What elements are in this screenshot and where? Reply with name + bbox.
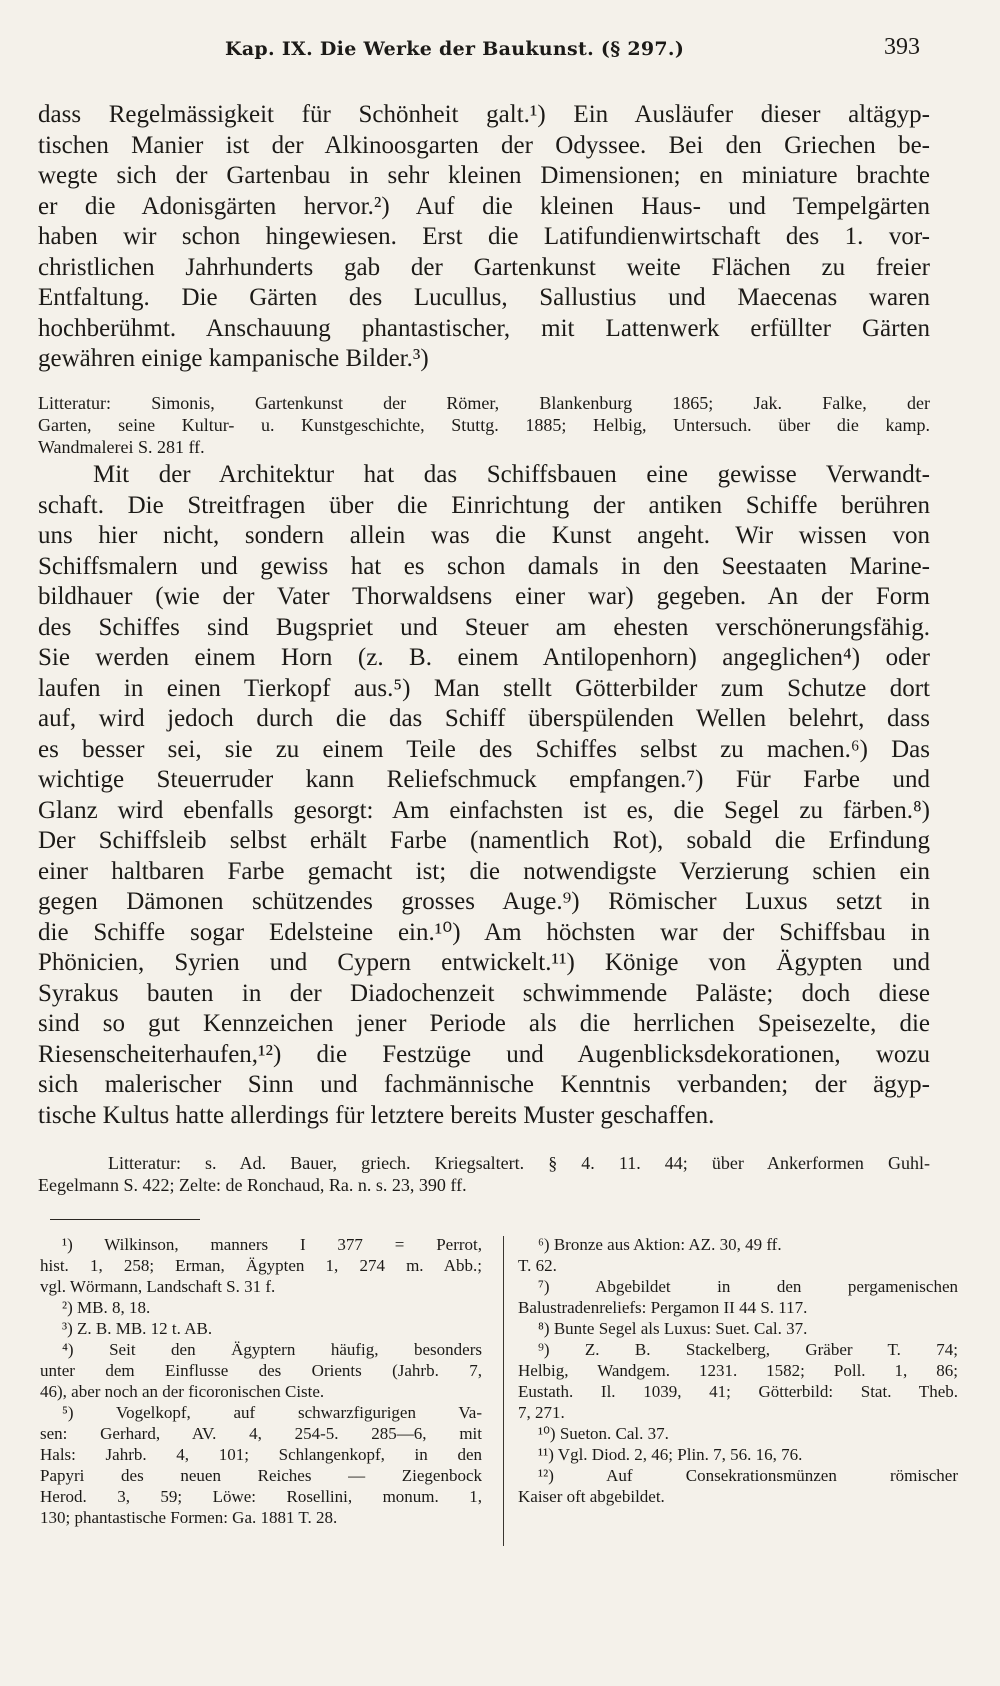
- text-line: die Schiffe sogar Edelsteine ein.¹⁰) Am höchsten war der Schiffsbau in: [38, 918, 930, 946]
- text-line: bildhauer (wie der Vater Thorwaldsens einer war) gegeben. An der Form: [38, 583, 930, 610]
- text-line: Schiffsmalern und gewiss hat es schon damals in den Seestaaten Marine-: [38, 552, 930, 580]
- footnote-line: Hals: Jahrb. 4, 101; Schlangenkopf, in den: [40, 1445, 482, 1464]
- text-line: auf, wird jedoch durch die das Schiff überspülenden Wellen belehrt, dass: [38, 705, 930, 732]
- footnote-line: unter dem Einflusse des Orients (Jahrb. 7,: [40, 1361, 482, 1380]
- text-line: Sie werden einem Horn (z. B. einem Antilopenhorn) angeglichen⁴) oder: [38, 644, 930, 671]
- literature-shipbuilding: [38, 1152, 930, 1196]
- paragraph-gardens: [38, 100, 930, 375]
- text-line: Glanz wird ebenfalls gesorgt: Am einfachsten ist es, die Segel zu färben.⁸): [38, 796, 930, 824]
- footnote-line: ⁵) Vogelkopf, auf schwarzfigurigen Va-: [62, 1403, 482, 1422]
- text-line: Der Schiffsleib selbst erhält Farbe (namentlich Rot), sobald die Erfindung: [38, 827, 930, 854]
- text-line: gewähren einige kampanische Bilder.³): [38, 345, 429, 372]
- footnote-line: Helbig, Wandgem. 1231. 1582; Poll. 1, 86;: [518, 1361, 958, 1380]
- text-line: haben wir schon hingewiesen. Erst die Latifundienwirtschaft des 1. vor-: [38, 223, 930, 250]
- text-line: Mit der Architektur hat das Schiffsbauen eine gewisse Verwandt-: [93, 461, 930, 488]
- text-line: es besser sei, sie zu einem Teile des Schiffes selbst zu machen.⁶) Das: [38, 735, 930, 763]
- text-line: wegte sich der Gartenbau in sehr kleinen Dimensionen; en miniature brachte: [38, 162, 930, 189]
- page-number: 393: [884, 34, 920, 60]
- running-title: Kap. IX. Die Werke der Baukunst. (§ 297.): [225, 38, 685, 60]
- footnote-line: ¹) Wilkinson, manners I 377 = Perrot,: [62, 1235, 482, 1254]
- literature-line: Litteratur: Simonis, Gartenkunst der Römer, Blankenburg 1865; Jak. Falke, der: [38, 393, 930, 413]
- text-line: tische Kultus hatte allerdings für letztere bereits Muster geschaffen.: [38, 1101, 715, 1129]
- footnotes-right-column: [518, 1234, 958, 1507]
- footnote-line: Kaiser oft abgebildet.: [518, 1487, 665, 1506]
- footnote-line: vgl. Wörmann, Landschaft S. 31 f.: [40, 1277, 276, 1296]
- literature-line: Wandmalerei S. 281 ff.: [38, 437, 205, 457]
- footnote-line: ⁹) Z. B. Stackelberg, Gräber T. 74;: [538, 1340, 958, 1359]
- footnote-line: ¹⁰) Sueton. Cal. 37.: [538, 1424, 669, 1443]
- footnote-line: Balustradenreliefs: Pergamon II 44 S. 117.: [518, 1298, 808, 1317]
- footnotes-left-column: [40, 1234, 482, 1528]
- footnote-line: Eustath. Il. 1039, 41; Götterbild: Stat. Theb.: [518, 1382, 958, 1401]
- text-line: dass Regelmässigkeit für Schönheit galt.¹) Ein Ausläufer dieser altägyp-: [38, 101, 930, 128]
- literature-gardens: [38, 392, 930, 458]
- footnote-line: 130; phantastische Formen: Ga. 1881 T. 28.: [40, 1508, 338, 1527]
- text-line: Syrakus bauten in der Diadochenzeit schwimmende Paläste; doch diese: [38, 979, 930, 1007]
- footnote-line: ¹²) Auf Consekrationsmünzen römischer: [538, 1466, 958, 1485]
- text-line: tischen Manier ist der Alkinoosgarten der Odyssee. Bei den Griechen be-: [38, 131, 930, 159]
- paragraph-shipbuilding: [38, 460, 930, 1131]
- text-line: einer haltbaren Farbe gemacht ist; die notwendigste Verzierung schien ein: [38, 857, 930, 885]
- footnote-rule: [50, 1219, 200, 1220]
- page-header: [40, 34, 930, 74]
- footnote-line: ⁸) Bunte Segel als Luxus: Suet. Cal. 37.: [538, 1319, 808, 1338]
- footnote-line: ¹¹) Vgl. Diod. 2, 46; Plin. 7, 56. 16, 76.: [538, 1445, 803, 1464]
- text-line: schaft. Die Streitfragen über die Einrichtung der antiken Schiffe berühren: [38, 491, 930, 519]
- footnote-line: ²) MB. 8, 18.: [62, 1298, 151, 1317]
- footnote-line: ³) Z. B. MB. 12 t. AB.: [62, 1319, 213, 1338]
- text-line: sich malerischer Sinn und fachmännische Kenntnis verbanden; der ägyp-: [38, 1071, 930, 1098]
- footnote-column-divider: [503, 1236, 504, 1546]
- footnote-line: Papyri des neuen Reiches — Ziegenbock: [40, 1466, 482, 1485]
- footnote-line: sen: Gerhard, AV. 4, 254-5. 285—6, mit: [40, 1424, 482, 1443]
- footnote-line: T. 62.: [518, 1256, 557, 1275]
- text-line: Entfaltung. Die Gärten des Lucullus, Sallustius und Maecenas waren: [38, 284, 930, 311]
- footnote-line: hist. 1, 258; Erman, Ägypten 1, 274 m. Abb.;: [40, 1256, 482, 1275]
- footnote-line: ⁷) Abgebildet in den pergamenischen: [538, 1277, 958, 1296]
- text-line: Phönicien, Syrien und Cypern entwickelt.¹¹) Könige von Ägypten und: [38, 949, 930, 976]
- text-line: Riesenscheiterhaufen,¹²) die Festzüge und Augenblicksdekorationen, wozu: [38, 1040, 930, 1068]
- text-line: hochberühmt. Anschauung phantastischer, mit Lattenwerk erfüllter Gärten: [38, 314, 930, 342]
- footnote-line: ⁶) Bronze aus Aktion: AZ. 30, 49 ff.: [538, 1235, 782, 1254]
- footnote-line: 46), aber noch an der ficoronischen Ciste.: [40, 1382, 325, 1401]
- text-line: er die Adonisgärten hervor.²) Auf die kleinen Haus- und Tempelgärten: [38, 192, 930, 220]
- footnote-line: 7, 271.: [518, 1403, 565, 1422]
- text-line: christlichen Jahrhunderts gab der Gartenkunst weite Flächen zu freier: [38, 253, 930, 281]
- text-line: sind so gut Kennzeichen jener Periode als die herrlichen Speisezelte, die: [38, 1010, 930, 1037]
- footnote-line: ⁴) Seit den Ägyptern häufig, besonders: [62, 1340, 482, 1359]
- text-line: gegen Dämonen schützendes grosses Auge.⁹) Römischer Luxus setzt in: [38, 888, 930, 915]
- text-line: laufen in einen Tierkopf aus.⁵) Man stellt Götterbilder zum Schutze dort: [38, 674, 930, 702]
- literature-line: Eegelmann S. 422; Zelte: de Ronchaud, Ra. n. s. 23, 390 ff.: [38, 1175, 467, 1195]
- text-line: wichtige Steuerruder kann Reliefschmuck empfangen.⁷) Für Farbe und: [38, 766, 930, 793]
- text-line: uns hier nicht, sondern allein was die Kunst angeht. Wir wissen von: [38, 522, 930, 549]
- text-line: des Schiffes sind Bugspriet und Steuer am ehesten verschönerungsfähig.: [38, 613, 930, 641]
- literature-line: Litteratur: s. Ad. Bauer, griech. Kriegsaltert. § 4. 11. 44; über Ankerformen Guhl-: [108, 1153, 930, 1173]
- literature-line: Garten, seine Kultur- u. Kunstgeschichte, Stuttg. 1885; Helbig, Untersuch. über die kamp.: [38, 415, 930, 435]
- footnote-line: Herod. 3, 59; Löwe: Rosellini, monum. 1,: [40, 1487, 482, 1506]
